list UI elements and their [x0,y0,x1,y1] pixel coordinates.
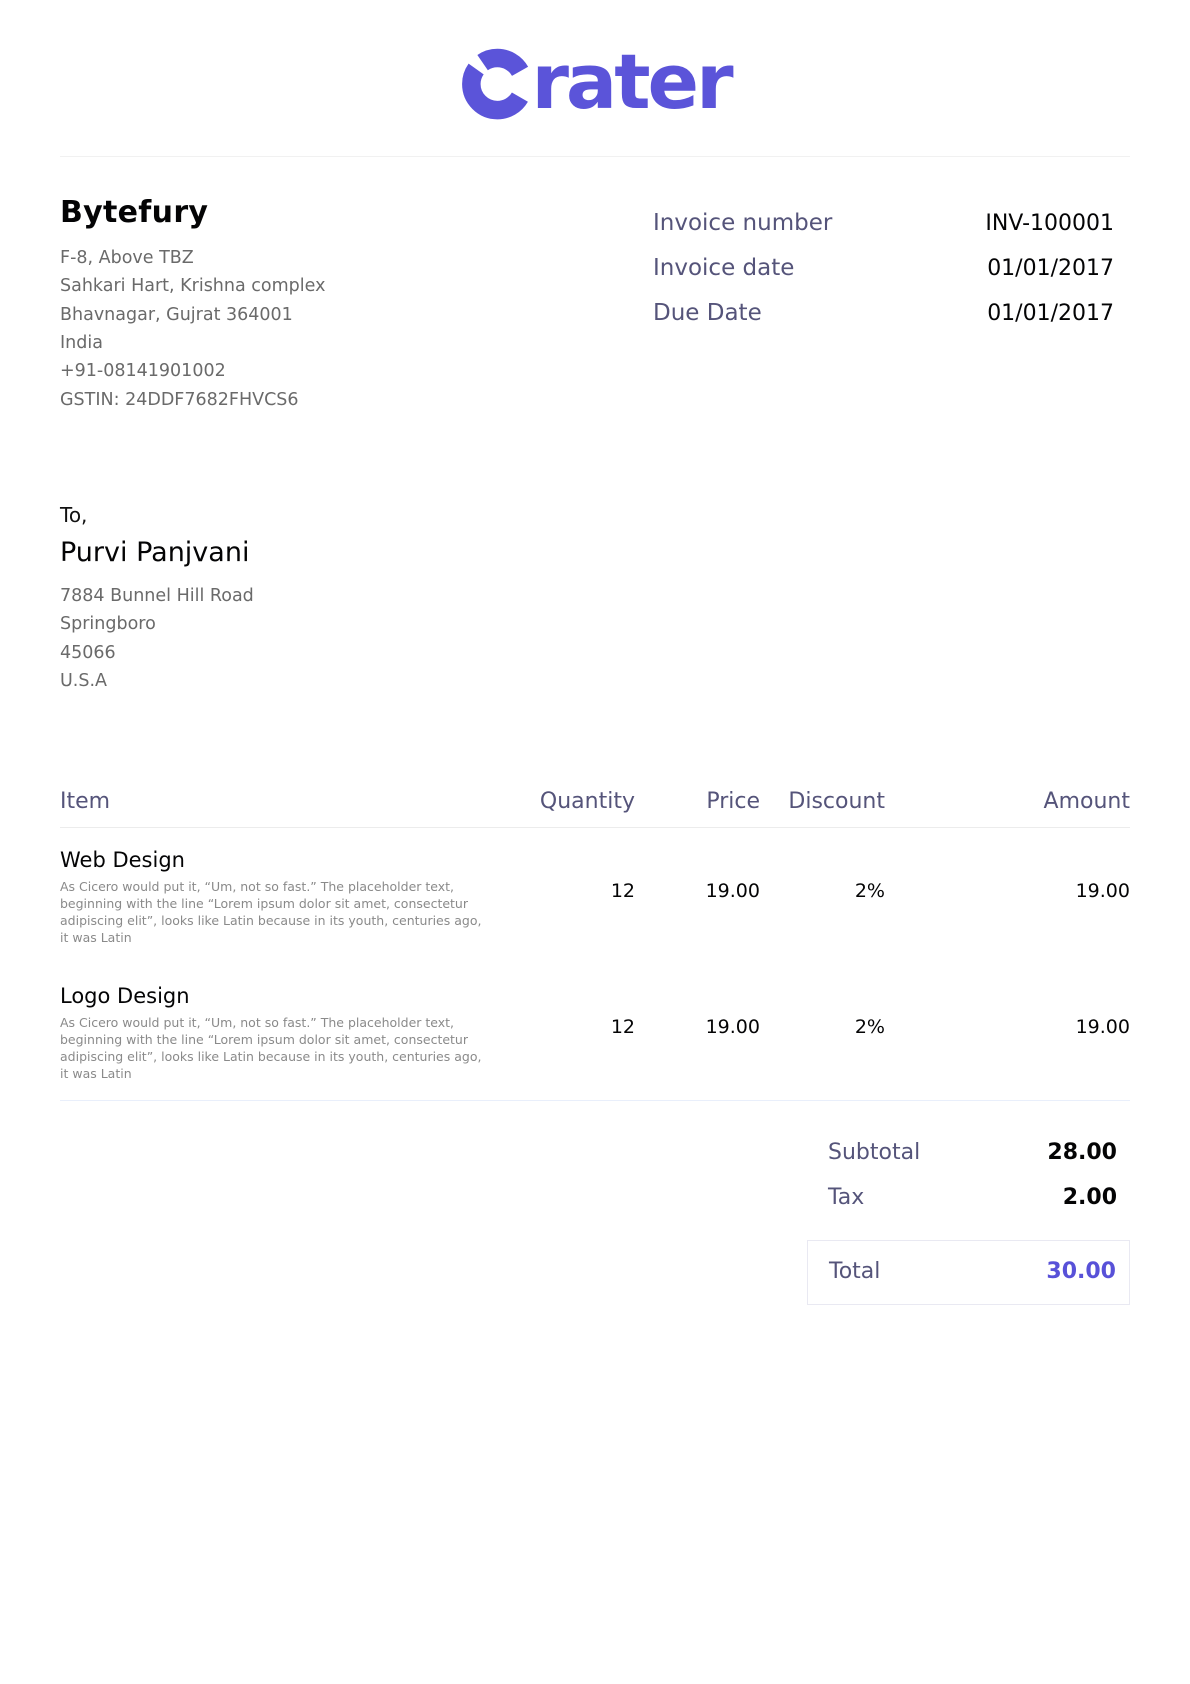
subtotal-value: 28.00 [1047,1140,1117,1166]
due-date-row [653,299,1130,329]
item-cell [60,848,515,946]
company-name: Bytefury [60,195,209,230]
totals-block [807,1139,1130,1305]
logo-wordmark: rater [531,37,731,126]
item-name: Logo Design [60,983,190,1008]
item-cell [60,984,515,1082]
app-logo [0,0,1190,124]
invoice-meta-block [653,195,1130,414]
header-item: Item [60,789,111,815]
due-date-value: 01/01/2017 [987,300,1114,326]
due-date-label: Due Date [653,299,762,326]
invoice-number-row [653,209,1130,239]
customer-address [60,582,1130,695]
company-block [60,195,325,414]
tax-label: Tax [828,1184,865,1210]
table-row [60,984,1130,1082]
item-description: As Cicero would put it, “Um, not so fast.” The placeholder text, beginning with the line “Lorem ipsum dolor sit amet, consectetur adipiscing elit”, looks like Latin because in its youth, centuries ago, it was Latin [60,878,482,945]
customer-address-line: 45066 [60,642,116,663]
total-label: Total [829,1259,881,1285]
item-price: 19.00 [705,879,760,902]
company-phone: +91-08141901002 [60,361,226,382]
company-gstin: GSTIN: 24DDF7682FHVCS6 [60,389,299,410]
item-discount: 2% [854,879,885,902]
item-description: As Cicero would put it, “Um, not so fast.” The placeholder text, beginning with the line “Lorem ipsum dolor sit amet, consectetur adipiscing elit”, looks like Latin because in its youth, centuries ago, it was Latin [60,1015,482,1082]
company-address-line: Sahkari Hart, Krishna complex [60,276,326,297]
subtotal-row [807,1139,1130,1168]
tax-value: 2.00 [1062,1184,1117,1210]
customer-address-line: U.S.A [60,670,108,691]
invoice-number-value: INV-100001 [985,211,1114,236]
company-address-line: Bhavnagar, Gujrat 364001 [60,304,293,325]
items-bottom-divider [60,1100,1130,1101]
invoice-date-row [653,254,1130,284]
table-header-divider [60,827,1130,828]
company-address-line: India [60,333,103,354]
crater-logo-c-icon [459,42,533,122]
bill-to-block [0,414,1190,695]
header-discount: Discount [788,789,885,815]
header-price: Price [706,789,760,815]
item-quantity: 12 [610,879,635,902]
invoice-date-value: 01/01/2017 [987,255,1114,281]
item-discount: 2% [854,1015,885,1038]
invoice-date-label: Invoice date [653,254,795,281]
total-value: 30.00 [1046,1259,1116,1285]
header-amount: Amount [1043,789,1130,815]
customer-name: Purvi Panjvani [60,537,250,569]
invoice-number-label: Invoice number [653,210,833,236]
bill-to-prefix: To, [60,503,88,528]
customer-address-line: 7884 Bunnel Hill Road [60,585,254,606]
company-address [60,244,325,414]
customer-address-line: Springboro [60,614,156,635]
item-price: 19.00 [705,1015,760,1038]
company-address-line: F-8, Above TBZ [60,248,194,268]
item-amount: 19.00 [1075,1015,1130,1038]
item-name: Web Design [60,847,185,872]
tax-row [807,1184,1130,1213]
invoice-header-section [0,157,1190,414]
header-quantity: Quantity [539,789,635,815]
items-table [0,695,1190,1082]
item-amount: 19.00 [1075,879,1130,902]
total-row [807,1240,1130,1305]
items-table-header [60,788,1130,817]
table-row [60,848,1130,946]
subtotal-label: Subtotal [828,1140,921,1166]
item-quantity: 12 [610,1015,635,1038]
